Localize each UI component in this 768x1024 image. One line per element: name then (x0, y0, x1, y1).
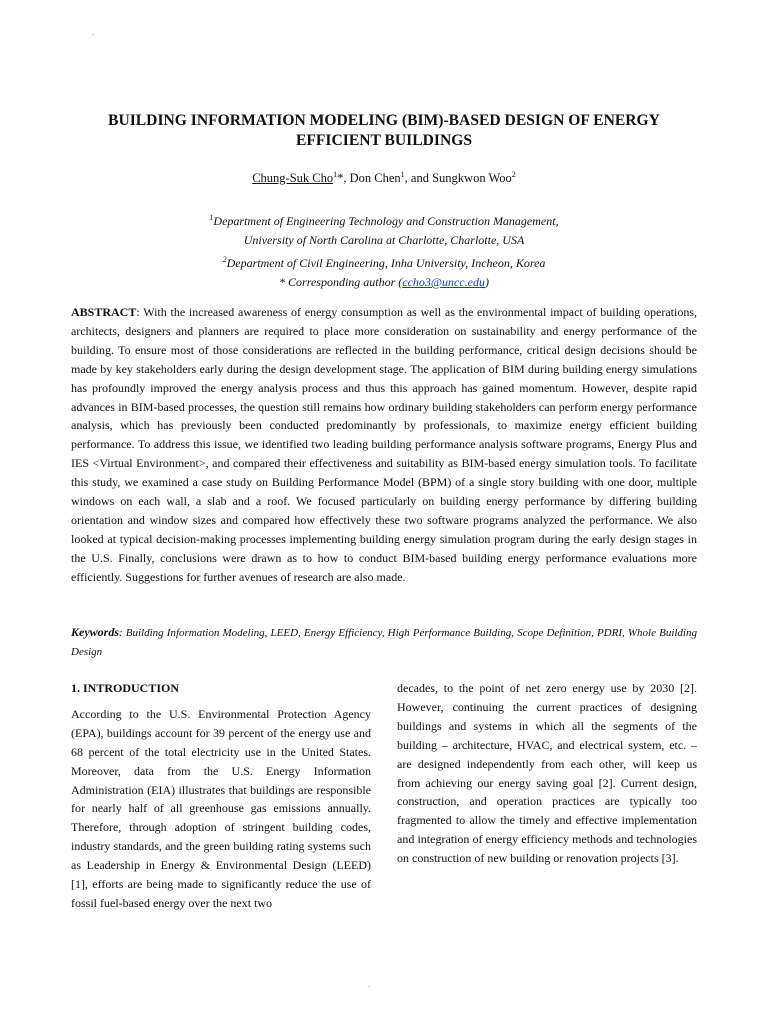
intro-paragraph-1: According to the U.S. Environmental Protection Agency (EPA), buildings account for 39 percent of the energy use and 68 percent of the total electricity use in the United States. Moreover, data from the U.S. Energy Information Administration (EIA) illustrates that buildings are responsible for nearly half of all greenhouse gas emissions annually. Therefore, through adoption of stringent building codes, industry standards, and the green building rating systems such as Leadership in Energy & Environmental Design (LEED) [1], efforts are being made to significantly reduce the use of fossil fuel-based energy over the next two (71, 706, 371, 910)
corresponding-suffix: ) (484, 275, 489, 289)
section-heading-introduction: 1. INTRODUCTION (71, 681, 180, 695)
scan-mark-top: - (92, 30, 95, 39)
author-3-name: Sungkwon Woo (432, 171, 512, 186)
author-separator: , and (404, 171, 433, 186)
abstract-text: : With the increased awareness of energy consumption as well as the environmental impact of building operations, architects, designers and planners are required to place more consideration on sustainability and energy performance of the building. To ensure most of those considerations are reflected in the building performance, critical design decisions should be made by key stakeholders early during the design development stage. The application of BIM during building energy simulations has profoundly improved the energy analysis process and thus this approach has gained momentum. However, despite rapid advances in BIM-based processes, the question still remains how ordinary building stakeholders can perform energy performance analysis, which has previously been conducted predominantly by professionals, to maximize energy efficient building performance. To address this issue, we identified two leading building performance analysis software programs, Energy Plus and IES <Virtual Environment>, and compared their effectiveness and suitability as BIM-based energy simulation tools. To facilitate this study, we examined a case study on Building Performance Model (BPM) of a single story building with one door, multiple windows on each wall, a slab and a roof. We focused particularly on building energy performance by differing building orientation and window sizes and compared how effectively these two software programs analyzed the performance. We also looked at typical decision-making processes implementing building energy simulation program during the early design stages in the U.S. Finally, conclusions were drawn as to how to conduct BIM-based building energy performance evaluations more efficiently. Suggestions for further avenues of research are also made. (71, 305, 697, 584)
body-column-left (71, 679, 371, 913)
keywords-text: : Building Information Modeling, LEED, Energy Efficiency, High Performance Building, Scope Definition, PDRI, Whole Building Design (71, 627, 697, 658)
body-column-right (397, 679, 697, 868)
affiliation-2-text: Department of Civil Engineering, Inha University, Incheon, Korea (226, 256, 546, 270)
affiliation-1-text: Department of Engineering Technology and Construction Management, (213, 214, 559, 228)
affiliation-2-mark: 2 (222, 255, 227, 264)
intro-paragraph-continued: decades, to the point of net zero energy use by 2030 [2]. However, continuing the current practices of designing buildings and systems in which all the segments of the building – architecture, HVAC, and electrical system, etc. – are designed independently from each other, will keep us from achieving our energy saving goal [2]. Current design, construction, and operation practices are typically too fragmented to allow the timely and effective implementation and integration of energy efficiency methods and technologies on construction of new building or renovation projects [3]. (397, 681, 697, 866)
abstract (71, 303, 697, 587)
affiliation-1-mark: 1 (209, 213, 214, 222)
abstract-label: ABSTRACT (71, 305, 137, 319)
affiliation-1-line-1 (80, 208, 688, 231)
author-1-corresponding-mark: *, (337, 171, 350, 186)
keywords-label: Keywords (71, 625, 119, 639)
author-2-affil-mark: 1 (400, 170, 405, 179)
paper-title (60, 111, 708, 151)
affiliation-1-line-2: University of North Carolina at Charlotte, Charlotte, USA (243, 233, 525, 247)
affiliations (80, 208, 688, 292)
corresponding-author (80, 273, 688, 292)
title-line-2: EFFICIENT BUILDINGS (295, 132, 473, 149)
scan-mark-bottom: - (368, 982, 371, 991)
title-line-1: BUILDING INFORMATION MODELING (BIM)-BASED DESIGN OF ENERGY (108, 112, 660, 129)
corresponding-email-link[interactable]: ccho3@uncc.edu (402, 275, 485, 289)
keywords (71, 623, 697, 661)
corresponding-prefix: * Corresponding author ( (279, 275, 403, 289)
author-1-name: Chung-Suk Cho (252, 171, 334, 186)
author-1-affil-mark: 1 (333, 170, 338, 179)
author-2-name: Don Chen (349, 171, 401, 186)
affiliation-2 (80, 250, 688, 273)
author-3-affil-mark: 2 (511, 170, 516, 179)
author-list (80, 170, 688, 186)
